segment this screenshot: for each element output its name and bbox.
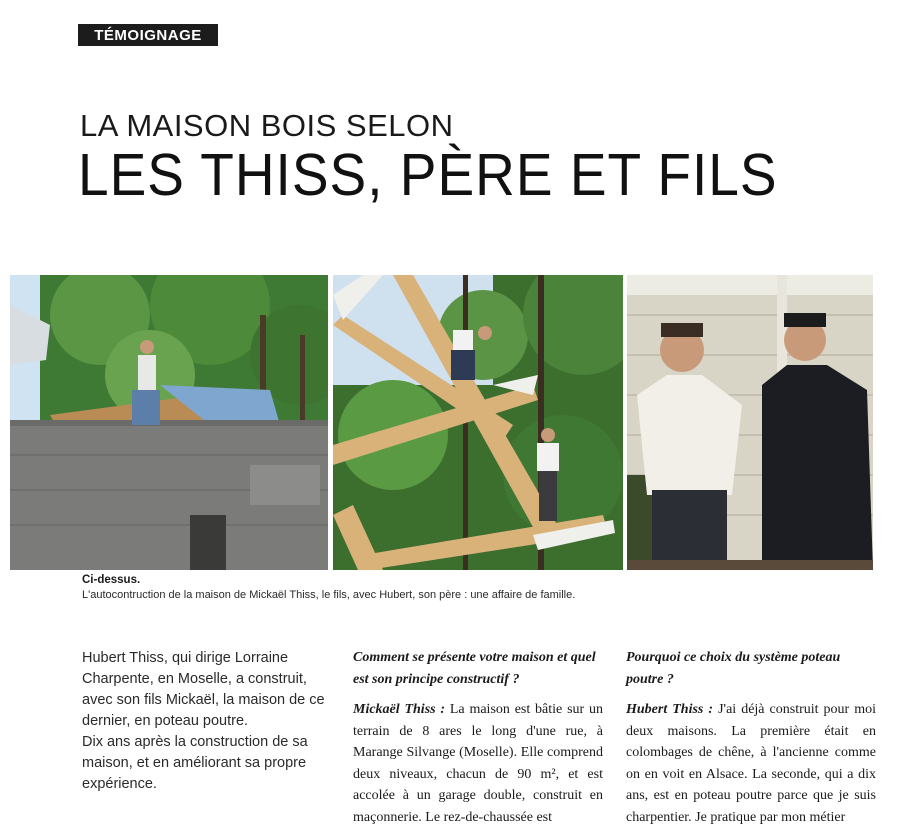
caption-text: L'autocontruction de la maison de Mickaël Thiss, le fils, avec Hubert, son père : une affaire de famille. — [82, 589, 576, 601]
intro-paragraph-1: Hubert Thiss, qui dirige Lorraine Charpente, en Moselle, a construit, avec son fils Mickaël, la maison de ce dernier, en poteau poutre. — [82, 650, 325, 729]
article-title: LES THISS, PÈRE ET FILS — [78, 141, 778, 209]
interview-column-2 — [353, 647, 603, 828]
intro-text — [82, 648, 332, 795]
interview-answer — [353, 699, 603, 828]
photo-father-son-portrait — [627, 275, 873, 570]
answer-text: La maison est bâtie sur un terrain de 8 ares le long d'une rue, à Marange Silvange (Moselle). Elle comprend deux niveaux, chacun de 90 m², et est accolée à un garage double, construit en maçonnerie. Le rez-de-chaussée est — [353, 702, 603, 825]
answer-text: J'ai déjà construit pour moi deux maisons. La première était en colombages de chêne, à l'ancienne comme on en voit en Alsace. La seconde, qui a dix ans, est en poteau poutre parce que je suis charpentier. Je pratique par mon métier — [626, 702, 877, 825]
interview-question: Pourquoi ce choix du système poteau poutre ? — [626, 650, 841, 687]
interview-answer — [626, 699, 876, 828]
speaker-name: Hubert Thiss : — [626, 702, 714, 717]
interview-question: Comment se présente votre maison et quel est son principe constructif ? — [353, 650, 596, 687]
photo-construction-deck — [10, 275, 328, 570]
intro-paragraph-2: Dix ans après la construction de sa maison, et en améliorant sa propre expérience. — [82, 734, 308, 792]
caption-title: Ci-dessus. — [82, 574, 141, 586]
interview-column-3 — [626, 647, 876, 828]
photo-timber-frame — [333, 275, 623, 570]
speaker-name: Mickaël Thiss : — [353, 702, 446, 717]
section-tag: TÉMOIGNAGE — [78, 24, 218, 46]
article-title-kicker: LA MAISON BOIS SELON — [80, 108, 454, 143]
